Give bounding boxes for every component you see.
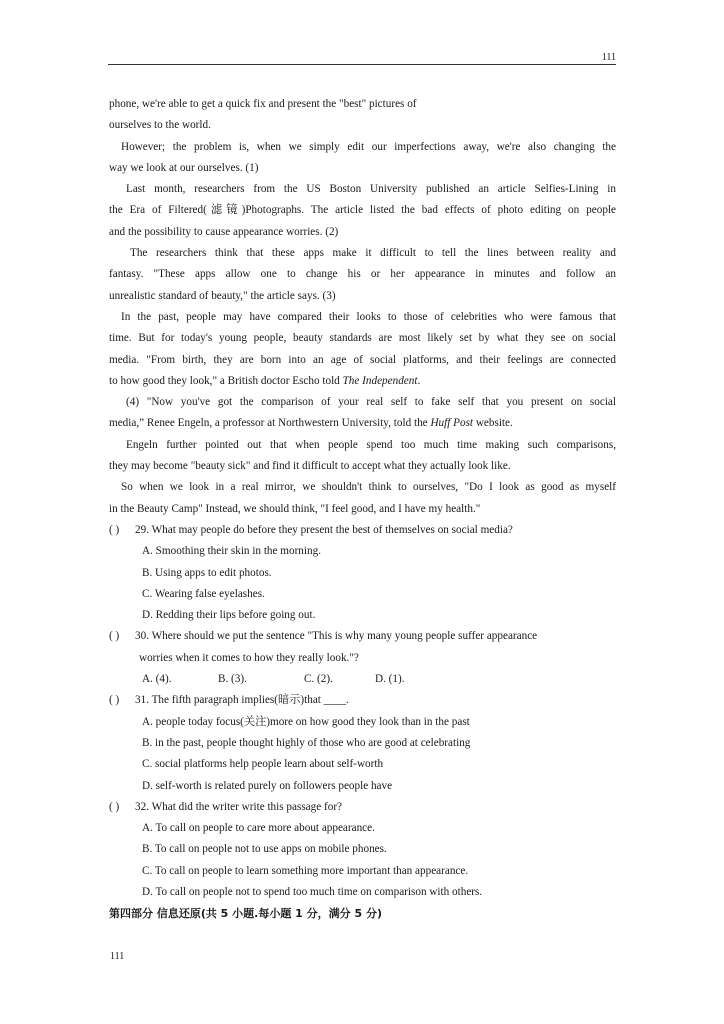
passage-line: In the past, people may have compared their looks to those of celebrities who were famous that <box>121 310 616 323</box>
option-d: D. Redding their lips before going out. <box>142 609 316 622</box>
answer-blank[interactable]: ( ) <box>109 523 120 536</box>
passage-line: time. But for today's young people, beauty standards are most likely set by what they see on social <box>109 332 616 345</box>
passage-line: phone, we're able to get a quick fix and present the "best" pictures of <box>109 98 417 110</box>
option-c: C. social platforms help people learn about self-worth <box>142 758 384 771</box>
question-31 <box>109 690 616 711</box>
passage-line: media. "From birth, they are born into an age of social platforms, and their feelings are connected <box>109 353 616 366</box>
option-b: B. in the past, people thought highly of those who are good at celebrating <box>142 736 471 749</box>
passage-line: unrealistic standard of beauty," the article says. (3) <box>109 289 336 302</box>
option-b: B. To call on people not to use apps on mobile phones. <box>142 843 387 856</box>
passage-line <box>109 413 616 434</box>
publication-name: Huff Post <box>430 417 474 430</box>
question-stem: 30. Where should we put the sentence "This is why many young people suffer appearance <box>135 630 538 643</box>
question-stem: 31. The fifth paragraph implies(暗示)that ____. <box>135 694 349 707</box>
passage-line: the Era of Filtered(滤镜)Photographs. The article listed the bad effects of photo editing on people <box>109 204 616 217</box>
passage-line: in the Beauty Camp" Instead, we should think, "I feel good, and I have my health." <box>109 502 481 515</box>
passage-line: Engeln further pointed out that when people spend too much time making such comparisons, <box>126 438 616 451</box>
section-title: 第四部分 信息还原(共 5 小题.每小题 1 分，满分 5 分) <box>109 907 383 921</box>
document-body <box>109 94 616 925</box>
footer-page-number: 111 <box>110 951 125 962</box>
option-d: D. To call on people not to spend too much time on comparison with others. <box>142 885 483 898</box>
option-c: C. (2). <box>304 673 333 686</box>
passage-text: . <box>417 374 421 387</box>
answer-blank[interactable]: ( ) <box>109 694 120 707</box>
passage-line: and the possibility to cause appearance worries. (2) <box>109 225 339 238</box>
passage-text: media,” Renee Engeln, a professor at Northwestern University, told the <box>109 417 431 430</box>
question-stem-continued: worries when it comes to how they really look."? <box>139 651 359 664</box>
passage-line: fantasy. "These apps allow one to change his or her appearance in minutes and follow an <box>109 268 616 281</box>
passage-line: Last month, researchers from the US Boston University published an article Selfies-Lining in <box>126 183 616 196</box>
option-c: C. To call on people to learn something more important than appearance. <box>142 864 469 877</box>
header-page-number: 111 <box>601 52 616 63</box>
passage-line: However; the problem is, when we simply edit our imperfections away, we're also changing the <box>121 140 616 153</box>
passage-line: (4) "Now you've got the comparison of your real self to fake self that you present on social <box>126 396 616 409</box>
option-a: A. (4). <box>142 673 172 686</box>
answer-blank[interactable]: ( ) <box>109 800 120 813</box>
passage-line: So when we look in a real mirror, we shouldn't think to ourselves, "Do I look as good as myself <box>121 481 616 494</box>
option-c: C. Wearing false eyelashes. <box>142 587 265 600</box>
passage-line <box>109 371 616 392</box>
question-30 <box>109 626 616 647</box>
question-29 <box>109 520 616 541</box>
passage-line: ourselves to the world. <box>109 119 211 132</box>
option-d: D. self-worth is related purely on followers people have <box>142 779 393 792</box>
option-a: A. people today focus(关注)more on how good they look than in the past <box>142 715 470 728</box>
passage-line: The researchers think that these apps make it difficult to tell the lines between reality and <box>130 247 616 260</box>
options-row <box>109 669 616 690</box>
passage-line: way we look at our ourselves. (1) <box>109 161 259 174</box>
option-b: B. (3). <box>218 673 247 686</box>
answer-blank[interactable]: ( ) <box>109 630 120 643</box>
question-32 <box>109 797 616 818</box>
passage-text: to how good they look," a British doctor Escho told <box>109 374 343 387</box>
option-b: B. Using apps to edit photos. <box>142 566 272 579</box>
option-d: D. (1). <box>375 673 405 686</box>
passage-line: they may become "beauty sick" and find it difficult to accept what they actually look like. <box>109 460 511 473</box>
question-stem: 29. What may people do before they present the best of themselves on social media? <box>135 523 513 536</box>
header-divider <box>108 64 616 65</box>
question-stem: 32. What did the writer write this passage for? <box>135 800 343 813</box>
option-a: A. To call on people to care more about appearance. <box>142 822 375 835</box>
option-a: A. Smoothing their skin in the morning. <box>142 545 321 558</box>
publication-name: The Independent <box>342 374 418 387</box>
passage-text: website. <box>473 417 513 430</box>
